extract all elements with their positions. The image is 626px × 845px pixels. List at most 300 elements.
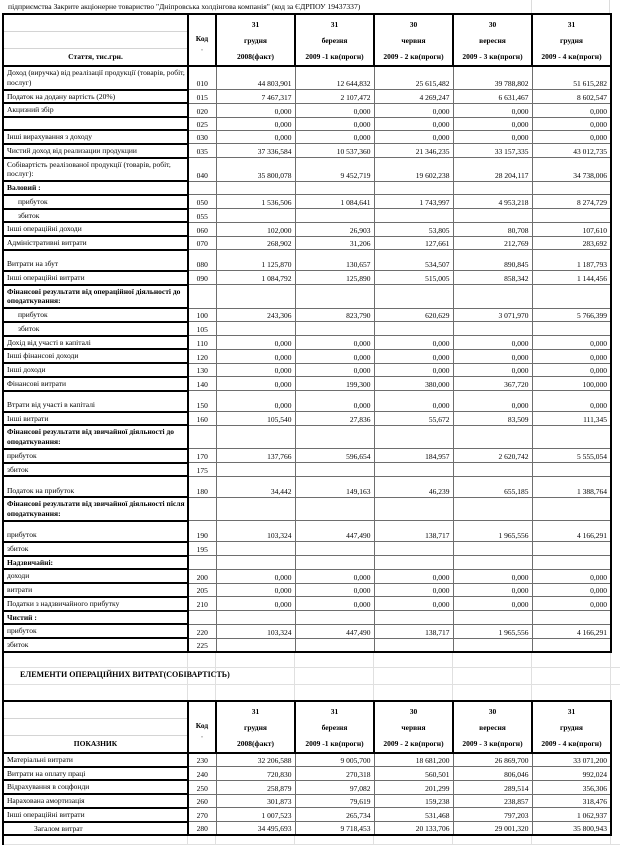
cell-value bbox=[216, 611, 295, 625]
period-year: 2008(факт) bbox=[237, 52, 274, 61]
cell-value bbox=[374, 638, 453, 652]
table-row bbox=[3, 250, 611, 271]
row-label bbox=[3, 117, 188, 130]
cell-value: 4 269,247 bbox=[374, 90, 453, 104]
cell-value: 0,000 bbox=[374, 363, 453, 377]
cell-value: 0,000 bbox=[374, 569, 453, 583]
cell-value: 103,324 bbox=[216, 624, 295, 638]
period-year: 2009 -1 кв(прогн) bbox=[305, 738, 364, 748]
row-code: 210 bbox=[188, 597, 216, 611]
row-label: Фінансові результати від звичайної діяльності до оподаткування: bbox=[3, 425, 188, 449]
cell-value: 0,000 bbox=[374, 130, 453, 144]
cell-value bbox=[532, 556, 611, 570]
row-label: прибуток bbox=[3, 449, 188, 463]
cell-value: 83,509 bbox=[453, 412, 532, 426]
cell-value: 265,734 bbox=[295, 808, 374, 822]
period-year: 2009 - 2 кв(прогн) bbox=[383, 738, 444, 748]
cell-value bbox=[374, 611, 453, 625]
cell-value: 0,000 bbox=[295, 569, 374, 583]
row-label: Акцизний збір bbox=[3, 103, 188, 117]
row-label: збиток bbox=[3, 209, 188, 223]
table-row bbox=[3, 363, 611, 377]
period-header-cell bbox=[216, 14, 295, 66]
cell-value bbox=[453, 542, 532, 556]
row-label: збиток bbox=[3, 463, 188, 477]
cell-value bbox=[374, 542, 453, 556]
cell-value: 0,000 bbox=[374, 597, 453, 611]
cell-value bbox=[295, 322, 374, 336]
cell-value: 0,000 bbox=[532, 336, 611, 350]
cell-value: 0,000 bbox=[295, 391, 374, 412]
row-code bbox=[188, 497, 216, 521]
row-label: Валовий : bbox=[3, 181, 188, 195]
cell-value bbox=[216, 322, 295, 336]
row-code: 010 bbox=[188, 66, 216, 90]
cell-value: 9 005,700 bbox=[295, 753, 374, 767]
table-row bbox=[3, 597, 611, 611]
cell-value: 130,657 bbox=[295, 250, 374, 271]
table2-body bbox=[3, 753, 611, 836]
cell-value: 21 346,235 bbox=[374, 144, 453, 158]
cell-value bbox=[453, 611, 532, 625]
cell-value: 992,024 bbox=[532, 767, 611, 781]
cell-value: 55,672 bbox=[374, 412, 453, 426]
cell-value: 0,000 bbox=[295, 349, 374, 363]
row-label: Матеріальні витрати bbox=[3, 753, 188, 767]
row-code bbox=[188, 425, 216, 449]
cell-value bbox=[374, 209, 453, 223]
row-label: збиток bbox=[3, 322, 188, 336]
cell-value bbox=[216, 181, 295, 195]
period-month: березня bbox=[321, 36, 348, 45]
cell-value: 34 495,693 bbox=[216, 822, 295, 836]
cell-value: 0,000 bbox=[295, 597, 374, 611]
header-spacer bbox=[189, 702, 215, 718]
cell-value: 5 766,399 bbox=[532, 308, 611, 322]
cell-value bbox=[295, 542, 374, 556]
row-label: збиток bbox=[3, 542, 188, 556]
cell-value: 1 144,456 bbox=[532, 271, 611, 285]
cell-value: 44 803,901 bbox=[216, 66, 295, 90]
table-row bbox=[3, 449, 611, 463]
cell-value: 12 644,832 bbox=[295, 66, 374, 90]
cell-value: 9 718,453 bbox=[295, 822, 374, 836]
cell-value: 35 800,078 bbox=[216, 158, 295, 182]
period-day: 30 bbox=[409, 20, 418, 29]
cell-value: 0,000 bbox=[295, 103, 374, 117]
row-code: 220 bbox=[188, 624, 216, 638]
code-header-mark: ' bbox=[201, 48, 203, 56]
row-code: 225 bbox=[188, 638, 216, 652]
cell-value: 0,000 bbox=[453, 363, 532, 377]
cell-value: 531,468 bbox=[374, 808, 453, 822]
cell-value: 33 071,200 bbox=[532, 753, 611, 767]
cell-value: 0,000 bbox=[216, 349, 295, 363]
cell-value: 149,163 bbox=[295, 476, 374, 497]
cell-value: 4 166,291 bbox=[532, 624, 611, 638]
cell-value: 1 965,556 bbox=[453, 521, 532, 542]
period-day: 31 bbox=[330, 20, 339, 29]
table-row bbox=[3, 412, 611, 426]
row-label: збиток bbox=[3, 638, 188, 652]
cell-value: 20 133,706 bbox=[374, 822, 453, 836]
cell-value: 199,300 bbox=[295, 377, 374, 391]
cell-value: 0,000 bbox=[532, 130, 611, 144]
row-label: доходи bbox=[3, 569, 188, 583]
cell-value: 1 965,556 bbox=[453, 624, 532, 638]
cell-value: 0,000 bbox=[453, 391, 532, 412]
row-label: Інші операційні витрати bbox=[3, 808, 188, 822]
row-code: 100 bbox=[188, 308, 216, 322]
code-header-cell bbox=[188, 701, 216, 753]
cell-value: 797,203 bbox=[453, 808, 532, 822]
header-spacer bbox=[4, 702, 187, 719]
cell-value bbox=[216, 638, 295, 652]
row-label: Адміністративні витрати bbox=[3, 236, 188, 250]
table-row bbox=[3, 117, 611, 130]
table-row bbox=[3, 822, 611, 836]
cell-value bbox=[453, 556, 532, 570]
cell-value: 0,000 bbox=[532, 103, 611, 117]
period-day: 30 bbox=[488, 706, 497, 716]
cell-value: 380,000 bbox=[374, 377, 453, 391]
cell-value: 0,000 bbox=[295, 117, 374, 130]
period-day: 31 bbox=[567, 706, 576, 716]
table-row bbox=[3, 556, 611, 570]
cell-value bbox=[374, 322, 453, 336]
financial-results-table bbox=[2, 13, 612, 653]
row-code: 195 bbox=[188, 542, 216, 556]
row-label: Чистий : bbox=[3, 611, 188, 625]
cell-value: 212,769 bbox=[453, 236, 532, 250]
period-year: 2009 - 3 кв(прогн) bbox=[462, 52, 523, 61]
cell-value: 107,610 bbox=[532, 222, 611, 236]
cell-value bbox=[453, 181, 532, 195]
cell-value: 1 084,641 bbox=[295, 195, 374, 209]
cell-value: 301,873 bbox=[216, 794, 295, 808]
cell-value: 0,000 bbox=[374, 349, 453, 363]
cell-value bbox=[216, 209, 295, 223]
section-title: ЕЛЕМЕНТИ ОПЕРАЦІЙНИХ ВИТРАТ(СОБІВАРТІСТЬ) bbox=[20, 669, 230, 679]
cell-value: 33 157,335 bbox=[453, 144, 532, 158]
cell-value bbox=[295, 181, 374, 195]
cell-value: 80,708 bbox=[453, 222, 532, 236]
cell-value: 53,805 bbox=[374, 222, 453, 236]
row-label: Собівартість реалізованої продукції (товарів, робіт, послуг): bbox=[3, 158, 188, 182]
row-label: прибуток bbox=[3, 521, 188, 542]
bottom-margin bbox=[2, 836, 620, 845]
cell-value: 858,342 bbox=[453, 271, 532, 285]
cell-value bbox=[216, 463, 295, 477]
cell-value: 283,692 bbox=[532, 236, 611, 250]
period-month: березня bbox=[321, 722, 348, 732]
cell-value: 1 388,764 bbox=[532, 476, 611, 497]
cell-value: 28 204,117 bbox=[453, 158, 532, 182]
table-row bbox=[3, 780, 611, 794]
cell-value bbox=[453, 425, 532, 449]
cell-value: 6 631,467 bbox=[453, 90, 532, 104]
period-day: 30 bbox=[409, 706, 418, 716]
cell-value: 0,000 bbox=[532, 583, 611, 597]
row-label: Надзвичайні: bbox=[3, 556, 188, 570]
cell-value bbox=[374, 425, 453, 449]
table-row bbox=[3, 66, 611, 90]
table-row bbox=[3, 391, 611, 412]
cell-value: 25 615,482 bbox=[374, 66, 453, 90]
table-row bbox=[3, 322, 611, 336]
cell-value: 35 800,943 bbox=[532, 822, 611, 836]
row-code: 205 bbox=[188, 583, 216, 597]
period-header-cell bbox=[216, 701, 295, 753]
cell-value: 0,000 bbox=[374, 117, 453, 130]
cell-value: 655,185 bbox=[453, 476, 532, 497]
period-month: червня bbox=[401, 36, 426, 45]
table-row bbox=[3, 285, 611, 309]
table-row bbox=[3, 144, 611, 158]
cell-value bbox=[532, 638, 611, 652]
cell-value: 0,000 bbox=[295, 336, 374, 350]
cell-value bbox=[295, 611, 374, 625]
cell-value: 270,318 bbox=[295, 767, 374, 781]
table-row bbox=[3, 463, 611, 477]
table-row bbox=[3, 767, 611, 781]
row-label: Інші операційні витрати bbox=[3, 271, 188, 285]
period-month: грудня bbox=[244, 36, 267, 45]
cell-value: 137,766 bbox=[216, 449, 295, 463]
cell-value: 0,000 bbox=[216, 363, 295, 377]
cell-value: 4 166,291 bbox=[532, 521, 611, 542]
row-code: 035 bbox=[188, 144, 216, 158]
cell-value bbox=[453, 285, 532, 309]
table-row bbox=[3, 130, 611, 144]
period-header-cell bbox=[453, 701, 532, 753]
cell-value: 138,717 bbox=[374, 521, 453, 542]
cell-value: 447,490 bbox=[295, 624, 374, 638]
table-row bbox=[3, 236, 611, 250]
cell-value: 1 125,870 bbox=[216, 250, 295, 271]
header-spacer bbox=[4, 32, 187, 49]
cell-value: 19 602,238 bbox=[374, 158, 453, 182]
table-row bbox=[3, 753, 611, 767]
row-label: Дохід від участі в капіталі bbox=[3, 336, 188, 350]
period-year: 2009 - 4 кв(прогн) bbox=[541, 738, 602, 748]
period-month: грудня bbox=[560, 722, 583, 732]
cell-value: 8 274,729 bbox=[532, 195, 611, 209]
cell-value: 367,720 bbox=[453, 377, 532, 391]
cell-value: 890,845 bbox=[453, 250, 532, 271]
cell-value: 9 452,719 bbox=[295, 158, 374, 182]
cell-value: 0,000 bbox=[295, 363, 374, 377]
cell-value bbox=[374, 556, 453, 570]
period-day: 31 bbox=[251, 706, 260, 716]
table-row bbox=[3, 794, 611, 808]
header-spacer bbox=[4, 719, 187, 736]
row-code: 250 bbox=[188, 780, 216, 794]
cell-value: 138,717 bbox=[374, 624, 453, 638]
row-label: прибуток bbox=[3, 308, 188, 322]
period-month: вересня bbox=[479, 722, 506, 732]
cell-value: 0,000 bbox=[216, 391, 295, 412]
table-row bbox=[3, 624, 611, 638]
cell-value: 515,005 bbox=[374, 271, 453, 285]
cell-value bbox=[216, 497, 295, 521]
cell-value: 7 467,317 bbox=[216, 90, 295, 104]
row-code: 050 bbox=[188, 195, 216, 209]
cell-value: 806,046 bbox=[453, 767, 532, 781]
row-label: Інші вирахування з доходу bbox=[3, 130, 188, 144]
row-label: Витрати на збут bbox=[3, 250, 188, 271]
cell-value: 560,501 bbox=[374, 767, 453, 781]
cell-value bbox=[453, 322, 532, 336]
cell-value: 3 071,970 bbox=[453, 308, 532, 322]
period-year: 2009 - 3 кв(прогн) bbox=[462, 738, 523, 748]
cell-value bbox=[295, 497, 374, 521]
cell-value: 238,857 bbox=[453, 794, 532, 808]
table-row bbox=[3, 349, 611, 363]
cell-value bbox=[295, 209, 374, 223]
table-row bbox=[3, 569, 611, 583]
cell-value: 0,000 bbox=[295, 583, 374, 597]
cell-value: 0,000 bbox=[453, 349, 532, 363]
period-month: червня bbox=[401, 722, 426, 732]
cell-value bbox=[216, 556, 295, 570]
cell-value: 26 869,700 bbox=[453, 753, 532, 767]
period-month: грудня bbox=[244, 722, 267, 732]
row-label: Чистий доход від реализации продукции bbox=[3, 144, 188, 158]
row-code: 140 bbox=[188, 377, 216, 391]
table-row bbox=[3, 542, 611, 556]
row-label: Інші операційні доходи bbox=[3, 222, 188, 236]
cell-value: 534,507 bbox=[374, 250, 453, 271]
cell-value: 5 555,054 bbox=[532, 449, 611, 463]
cell-value: 103,324 bbox=[216, 521, 295, 542]
cell-value: 0,000 bbox=[216, 336, 295, 350]
row-code: 260 bbox=[188, 794, 216, 808]
cell-value bbox=[453, 463, 532, 477]
cell-value: 0,000 bbox=[216, 569, 295, 583]
row-code: 110 bbox=[188, 336, 216, 350]
row-code: 270 bbox=[188, 808, 216, 822]
row-label: Податки з надзвичайного прибутку bbox=[3, 597, 188, 611]
cell-value: 100,000 bbox=[532, 377, 611, 391]
row-label: Податок на додану вартість (20%) bbox=[3, 90, 188, 104]
cell-value bbox=[532, 425, 611, 449]
cell-value: 620,629 bbox=[374, 308, 453, 322]
row-code bbox=[188, 285, 216, 309]
row-label: Фінансові результати від звичайної діяльності після оподаткування: bbox=[3, 497, 188, 521]
row-code: 040 bbox=[188, 158, 216, 182]
code-header-cell bbox=[188, 14, 216, 66]
row-code: 160 bbox=[188, 412, 216, 426]
row-header-cell bbox=[3, 14, 188, 66]
cell-value: 0,000 bbox=[216, 130, 295, 144]
cell-value bbox=[532, 181, 611, 195]
row-header-label: ПОКАЗНИК bbox=[73, 738, 118, 748]
cell-value: 0,000 bbox=[374, 336, 453, 350]
cell-value: 268,902 bbox=[216, 236, 295, 250]
cell-value bbox=[295, 285, 374, 309]
table-row bbox=[3, 638, 611, 652]
cell-value: 34 738,006 bbox=[532, 158, 611, 182]
row-header-cell bbox=[3, 701, 188, 753]
period-year: 2008(факт) bbox=[237, 738, 274, 748]
cell-value: 97,082 bbox=[295, 780, 374, 794]
row-code: 230 bbox=[188, 753, 216, 767]
row-label: Інші фінансові доходи bbox=[3, 349, 188, 363]
cell-value bbox=[374, 285, 453, 309]
period-header-cell bbox=[453, 14, 532, 66]
cell-value: 243,306 bbox=[216, 308, 295, 322]
cell-value: 289,514 bbox=[453, 780, 532, 794]
row-code: 170 bbox=[188, 449, 216, 463]
cell-value bbox=[532, 542, 611, 556]
cell-value: 0,000 bbox=[295, 130, 374, 144]
row-code: 130 bbox=[188, 363, 216, 377]
cell-value: 10 537,360 bbox=[295, 144, 374, 158]
row-code: 180 bbox=[188, 476, 216, 497]
section-gap bbox=[2, 653, 620, 700]
row-code: 120 bbox=[188, 349, 216, 363]
cell-value bbox=[532, 209, 611, 223]
cell-value: 125,890 bbox=[295, 271, 374, 285]
period-header-cell bbox=[374, 701, 453, 753]
table1-header bbox=[3, 14, 611, 66]
cell-value: 0,000 bbox=[453, 597, 532, 611]
cell-value: 159,238 bbox=[374, 794, 453, 808]
cell-value bbox=[295, 638, 374, 652]
cell-value: 0,000 bbox=[216, 103, 295, 117]
cell-value: 27,836 bbox=[295, 412, 374, 426]
cell-value bbox=[374, 181, 453, 195]
cell-value: 46,239 bbox=[374, 476, 453, 497]
cell-value: 43 012,735 bbox=[532, 144, 611, 158]
table-row bbox=[3, 476, 611, 497]
cell-value: 37 336,584 bbox=[216, 144, 295, 158]
cell-value: 1 084,792 bbox=[216, 271, 295, 285]
row-code bbox=[188, 556, 216, 570]
cell-value: 0,000 bbox=[453, 117, 532, 130]
cell-value: 111,345 bbox=[532, 412, 611, 426]
row-label: Інші доходи bbox=[3, 363, 188, 377]
cell-value: 2 107,472 bbox=[295, 90, 374, 104]
period-year: 2009 - 2 кв(прогн) bbox=[383, 52, 444, 61]
cell-value: 0,000 bbox=[374, 583, 453, 597]
cell-value: 18 681,200 bbox=[374, 753, 453, 767]
cell-value: 0,000 bbox=[216, 117, 295, 130]
cell-value: 0,000 bbox=[216, 597, 295, 611]
cell-value: 31,206 bbox=[295, 236, 374, 250]
period-month: грудня bbox=[560, 36, 583, 45]
code-header-label: Код bbox=[195, 34, 209, 43]
table2-header bbox=[3, 701, 611, 753]
table-row bbox=[3, 497, 611, 521]
table-row bbox=[3, 583, 611, 597]
row-code bbox=[188, 181, 216, 195]
row-code: 240 bbox=[188, 767, 216, 781]
cell-value: 0,000 bbox=[532, 117, 611, 130]
cell-value bbox=[453, 497, 532, 521]
cell-value: 0,000 bbox=[374, 391, 453, 412]
cell-value: 127,661 bbox=[374, 236, 453, 250]
cell-value: 79,619 bbox=[295, 794, 374, 808]
cell-value bbox=[532, 497, 611, 521]
cell-value: 4 953,218 bbox=[453, 195, 532, 209]
period-day: 30 bbox=[488, 20, 497, 29]
cell-value: 596,654 bbox=[295, 449, 374, 463]
cell-value: 0,000 bbox=[532, 569, 611, 583]
cell-value bbox=[532, 611, 611, 625]
cell-value: 0,000 bbox=[453, 103, 532, 117]
